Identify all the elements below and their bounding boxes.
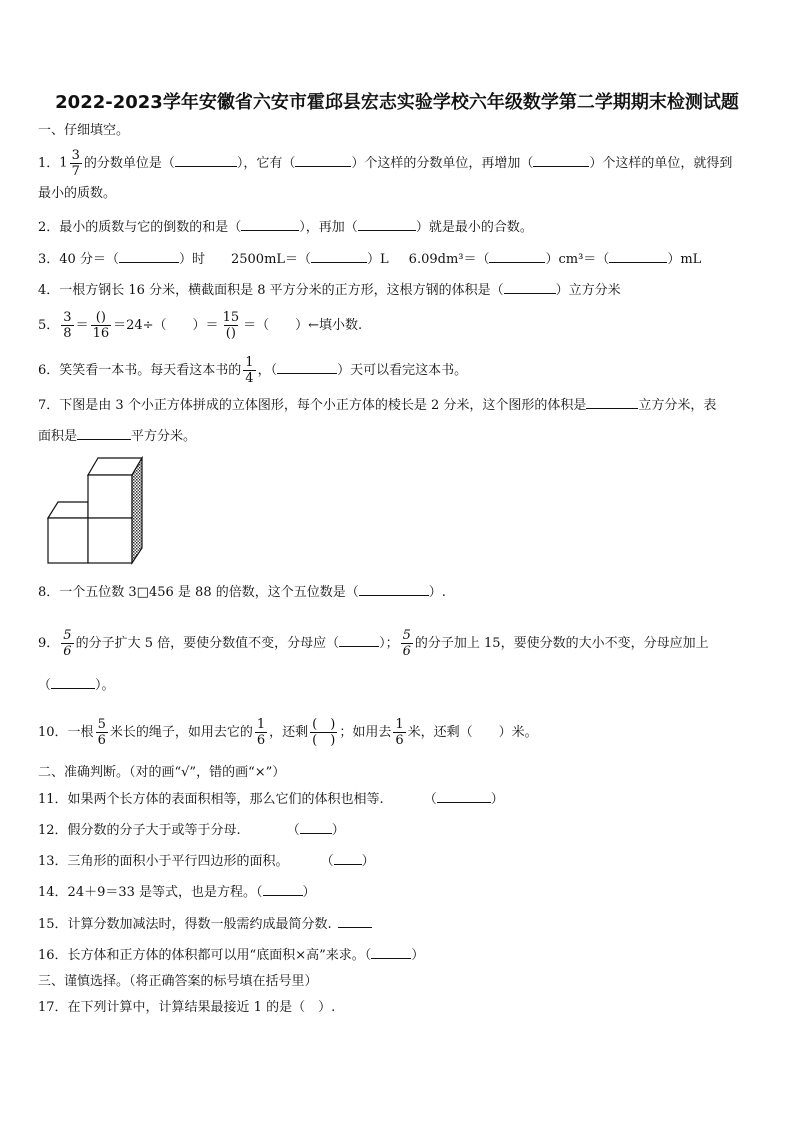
question-number: 12． [38,823,68,838]
fraction [61,628,73,659]
question-11 [38,790,504,809]
question-text: 的分子扩大 5 倍，要使分数值不变，分母应（ [75,636,340,651]
question-7 [38,396,716,415]
question-text: ）。 [95,678,115,693]
question-text: ）个这样的分数单位，再增加（ [351,156,534,171]
question-text: ，还剩 [269,725,309,740]
question-text: ）； [379,636,399,651]
fraction-numerator: 5 [402,628,411,643]
question-1-continued: 最小的质数。 [38,186,117,201]
cube-front-face [88,475,132,518]
question-text: 三角形的面积小于平行四边形的面积。 [67,854,289,869]
fraction-denominator: 16 [92,326,110,341]
answer-blank[interactable] [300,821,332,834]
answer-blank[interactable] [334,852,362,865]
question-text: ＝ [75,318,89,333]
question-text: ）mL [667,252,702,267]
question-text: ）个这样的单位，就得到 [589,156,733,171]
question-text: ）时 [178,252,205,267]
fraction-numerator: 5 [97,717,106,732]
section-heading-3: 三、谨慎选择。（将正确答案的标号填在括号里） [38,974,318,989]
question-9-continued [38,676,115,695]
question-text: 米长的绳子，如用去它的 [109,725,253,740]
fraction-numerator: 1 [395,717,404,732]
answer-blank[interactable] [51,676,95,689]
answer-blank[interactable] [277,361,337,374]
answer-blank[interactable] [533,154,589,167]
fraction [255,717,267,748]
answer-blank[interactable] [489,250,545,263]
answer-blank[interactable] [609,250,667,263]
answer-blank[interactable] [359,583,429,596]
question-number: 8． [38,585,60,600]
fraction-denominator: 6 [97,733,106,748]
question-1 [38,148,732,179]
question-number: 6． [38,363,60,378]
fraction-numerator: 3 [63,310,72,325]
answer-blank[interactable] [119,250,179,263]
answer-blank[interactable] [175,154,237,167]
fraction [393,717,405,748]
fraction-denominator: 6 [63,644,72,659]
fraction [243,355,255,386]
question-text: 立方分米，表 [638,398,717,413]
fraction-denominator: 4 [245,371,254,386]
question-number: 1． [38,156,60,171]
cube-front-face [88,518,132,563]
question-text: （ [286,823,300,838]
question-text: 长方体和正方体的体积都可以用“底面积×高”来求。（ [67,948,372,963]
question-5 [38,310,362,341]
fraction-denominator: 6 [256,733,266,748]
question-number: 4． [38,283,60,298]
question-text: ；如用去 [339,725,392,740]
question-number: 7． [38,398,60,413]
question-text: 假分数的分子大于或等于分母. [67,823,241,838]
question-text: （ [423,792,437,807]
fraction-denominator: 8 [63,326,72,341]
question-number: 17． [38,1000,68,1015]
question-text: ）天可以看完这本书。 [337,363,468,378]
fraction-numerator: 1 [256,717,266,732]
question-text: 的分数单位是（ [83,156,175,171]
question-text: ） [361,854,375,869]
question-number: 3． [38,252,60,267]
cube-side-face [132,458,142,563]
question-text: 平方分米。 [131,429,197,444]
question-text: ），再加（ [299,220,358,235]
fraction [310,717,337,748]
fraction [96,717,108,748]
question-text: 一个五位数 3□456 是 88 的倍数，这个五位数是（ [59,585,359,600]
fraction-numerator: 3 [71,148,80,163]
answer-blank[interactable] [295,154,351,167]
page-title: 2022-2023学年安徽省六安市霍邱县宏志实验学校六年级数学第二学期期末检测试题 [55,92,739,113]
fraction-denominator: 7 [71,164,80,179]
question-number: 14． [38,885,68,900]
answer-blank[interactable] [586,396,638,409]
question-text: 一根方钢长 16 分米，横截面积是 8 平方分米的正方形，这根方钢的体积是（ [59,283,504,298]
question-2 [38,218,533,237]
question-number: 5． [38,318,60,333]
question-number: 2． [38,220,60,235]
question-text: 2500mL＝（ [230,252,312,267]
fraction [401,628,413,659]
fraction-denominator: 6 [395,733,404,748]
question-8 [38,583,446,602]
question-text: 最小的质数与它的倒数的和是（ [59,220,242,235]
fraction-numerator: 1 [245,355,254,370]
question-text: ） [490,792,504,807]
fraction [221,310,242,341]
question-text: ） [331,823,345,838]
fraction [61,310,73,341]
question-number: 11． [38,792,68,807]
question-4 [38,281,621,300]
question-text: 的分子加上 15，要使分数的大小不变，分母应加上 [414,636,709,651]
question-text: ＝24÷（ ）＝ [113,318,219,333]
answer-blank[interactable] [263,883,303,896]
answer-blank[interactable] [339,634,379,647]
fraction-numerator: 15 [222,310,240,325]
question-text: （ [38,678,52,693]
answer-blank[interactable] [311,250,367,263]
mixed-number-whole: 1 [59,155,68,171]
section-heading-2: 二、准确判断。（对的画“√”，错的画“×”） [38,765,286,780]
question-text: 24＋9＝33 是等式，也是方程。（ [67,885,263,900]
fraction-denominator[interactable]: () [225,326,236,341]
question-number: 13． [38,854,68,869]
question-text: 在下列计算中，计算结果最接近 1 的是（ ）. [67,1000,336,1015]
question-text: ）cm³＝（ [545,252,610,267]
question-text: 下图是由 3 个小正方体拼成的立体图形，每个小正方体的棱长是 2 分米，这个图形的体积是 [59,398,587,413]
question-15 [38,915,372,934]
question-text: 6.09dm³＝（ [408,252,490,267]
question-14 [38,883,316,902]
answer-blank[interactable] [338,915,372,928]
fraction-numerator[interactable]: () [95,310,106,325]
question-17 [38,999,335,1017]
question-6 [38,355,467,386]
fraction [70,148,82,179]
question-text: 计算分数加减法时，得数一般需约成最简分数. [67,917,332,932]
question-13 [38,852,375,871]
question-text: 笑笑看一本书。每天看这本书的 [59,363,242,378]
answer-blank[interactable] [504,281,556,294]
question-text: ，（ [257,363,278,378]
question-text: ）就是最小的合数。 [415,220,533,235]
question-text: 40 分＝（ [59,252,119,267]
question-9 [38,628,709,659]
question-text: ），它有（ [236,156,296,171]
question-text: ）立方分米 [555,283,621,298]
question-7-continued [38,427,196,446]
question-number: 15． [38,917,68,932]
cube-front-face [48,518,88,563]
answer-blank[interactable] [77,427,131,440]
question-text: 面积是 [38,429,78,444]
cube-top-face [48,502,88,518]
question-number: 10． [38,725,68,740]
fraction [91,310,112,341]
question-12 [38,821,345,840]
cube-figure [46,455,156,570]
fraction-numerator[interactable]: ( ) [312,717,336,732]
question-number: 16． [38,948,68,963]
question-10 [38,717,538,748]
answer-blank[interactable] [437,790,491,803]
answer-blank[interactable] [371,946,411,959]
fraction-denominator[interactable]: ( ) [312,733,336,748]
question-text: （ [320,854,334,869]
answer-blank[interactable] [241,218,299,231]
question-text: ）L [367,252,389,267]
question-3 [38,250,701,269]
question-text: 一根 [67,725,94,740]
question-text: ） [302,885,316,900]
question-number: 9． [38,636,60,651]
fraction-denominator: 6 [402,644,411,659]
question-text: 如果两个长方体的表面积相等，那么它们的体积也相等. [67,792,384,807]
answer-blank[interactable] [358,218,416,231]
fraction-numerator: 5 [63,628,72,643]
question-text: ）. [428,585,446,600]
question-16 [38,946,424,965]
question-text: ） [411,948,425,963]
question-text: ＝（ ）←填小数. [243,318,363,333]
question-text: 米，还剩（ ）米。 [407,725,538,740]
section-heading-1: 一、仔细填空。 [38,123,130,138]
